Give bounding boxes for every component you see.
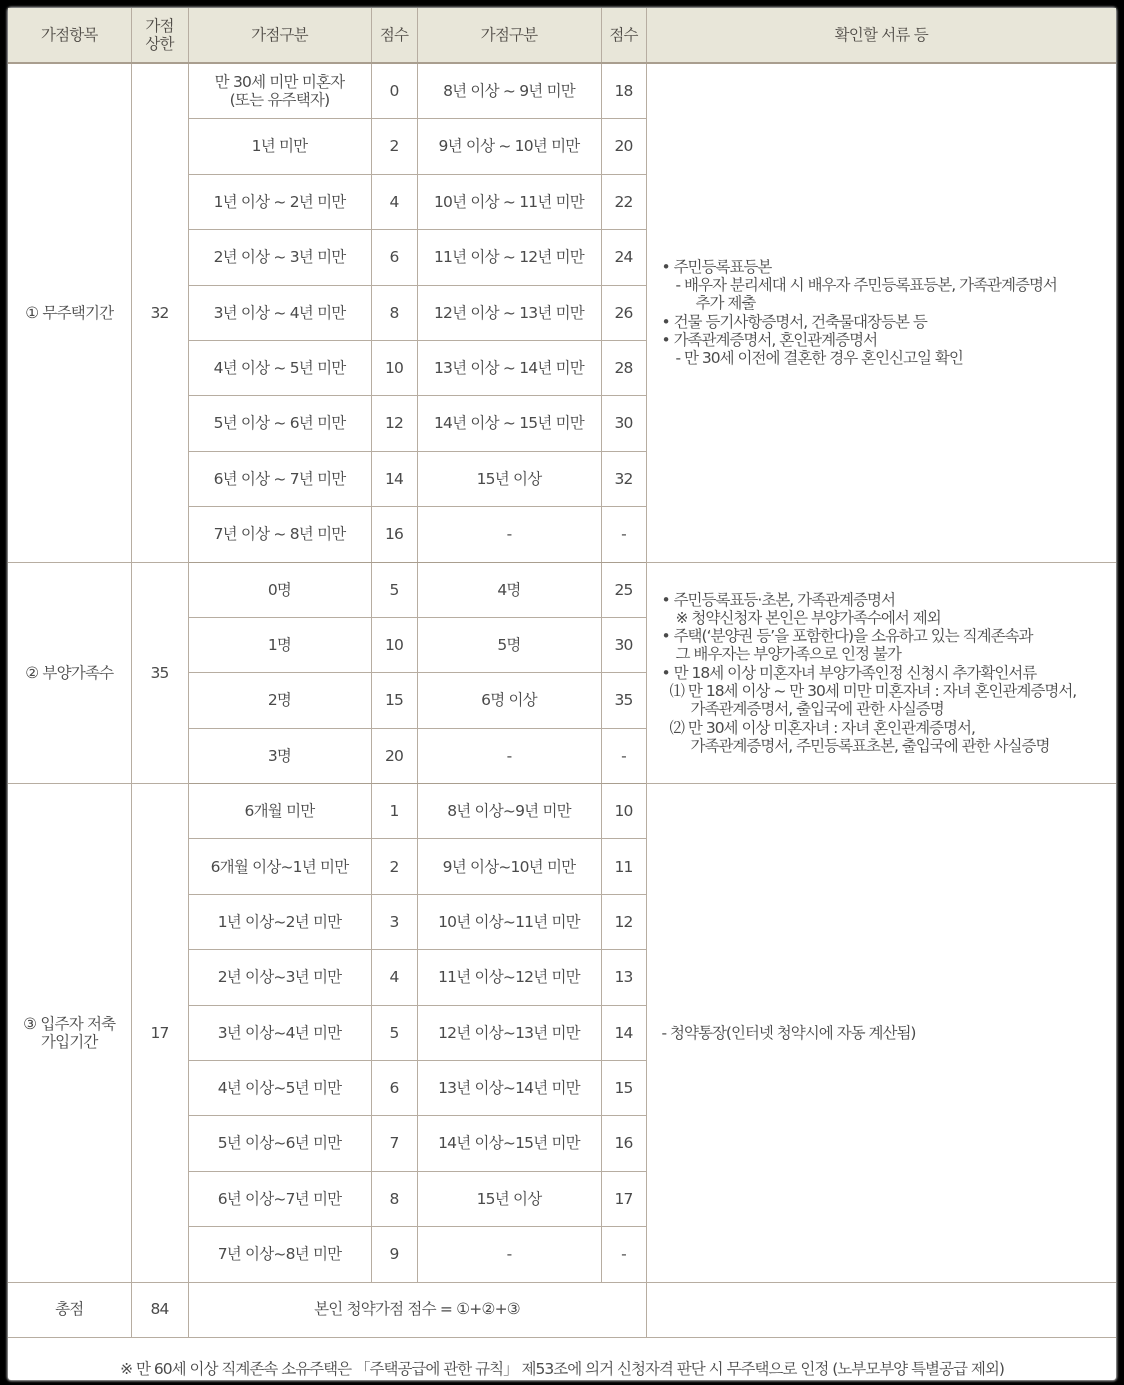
category-cell: 13년 이상~14년 미만	[417, 1061, 601, 1116]
category-cell: 10년 이상~11년 미만	[417, 894, 601, 949]
category-cell: 6개월 미만	[188, 784, 371, 839]
category-cell: 5년 이상~6년 미만	[188, 1116, 371, 1171]
category-cell: 2년 이상~3년 미만	[188, 950, 371, 1005]
docs-cell: - 청약통장(인터넷 청약시에 자동 계산됨)	[646, 784, 1116, 1283]
category-cell: 4년 이상 ~ 5년 미만	[188, 340, 371, 395]
category-cell: 10년 이상 ~ 11년 미만	[417, 174, 601, 229]
total-row	[8, 1282, 1116, 1337]
total-docs-empty	[646, 1282, 1116, 1337]
category-cell: 4년 이상~5년 미만	[188, 1061, 371, 1116]
score-cell: 6	[371, 230, 417, 285]
category-cell: 9년 이상 ~ 10년 미만	[417, 119, 601, 174]
category-cell: 12년 이상~13년 미만	[417, 1005, 601, 1060]
footnote: ※ 만 60세 이상 직계존속 소유주택은 「주택공급에 관한 규칙」 제53조에 의거 신청자격 판단 시 무주택으로 인정 (노부모부양 특별공급 제외)	[8, 1337, 1116, 1381]
category-cell: 3년 이상 ~ 4년 미만	[188, 285, 371, 340]
score-cell: 32	[601, 451, 646, 506]
category-cell: 만 30세 미만 미혼자 (또는 유주택자)	[188, 63, 371, 119]
category-cell: 11년 이상~12년 미만	[417, 950, 601, 1005]
category-cell: 8년 이상~9년 미만	[417, 784, 601, 839]
header-score-2: 점수	[601, 8, 646, 63]
category-cell: 13년 이상 ~ 14년 미만	[417, 340, 601, 395]
score-cell: -	[601, 728, 646, 783]
category-cell: 14년 이상 ~ 15년 미만	[417, 396, 601, 451]
score-cell: 2	[371, 839, 417, 894]
header-score-1: 점수	[371, 8, 417, 63]
category-cell: 4명	[417, 562, 601, 617]
category-cell: 2년 이상 ~ 3년 미만	[188, 230, 371, 285]
category-cell: 11년 이상 ~ 12년 미만	[417, 230, 601, 285]
item-label: ① 무주택기간	[8, 63, 131, 562]
category-cell: 12년 이상 ~ 13년 미만	[417, 285, 601, 340]
score-cell: 4	[371, 950, 417, 1005]
score-cell: 15	[371, 673, 417, 728]
category-cell: 6명 이상	[417, 673, 601, 728]
header-category-2: 가점구분	[417, 8, 601, 63]
category-cell: 1년 이상 ~ 2년 미만	[188, 174, 371, 229]
score-cell: 6	[371, 1061, 417, 1116]
score-cell: 30	[601, 617, 646, 672]
score-cell: 28	[601, 340, 646, 395]
section-dependents	[8, 562, 1116, 784]
score-cell: 17	[601, 1171, 646, 1226]
score-cell: 16	[371, 507, 417, 562]
category-cell: 14년 이상~15년 미만	[417, 1116, 601, 1171]
table-row	[8, 63, 1116, 119]
category-cell: 1년 미만	[188, 119, 371, 174]
score-cell: 22	[601, 174, 646, 229]
section-savings-period	[8, 784, 1116, 1283]
item-cap: 17	[131, 784, 188, 1283]
category-cell: -	[417, 728, 601, 783]
score-cell: 12	[601, 894, 646, 949]
total-cap: 84	[131, 1282, 188, 1337]
table-row	[8, 784, 1116, 839]
score-cell: 20	[601, 119, 646, 174]
score-cell: 14	[601, 1005, 646, 1060]
docs-cell: • 주민등록표등본 - 배우자 분리세대 시 배우자 주민등록표등본, 가족관계증명서 추가 제출 • 건물 등기사항증명서, 건축물대장등본 등 • 가족관계증명서, 혼인관계증명서 - 만 30세 이전에 결혼한 경우 혼인신고일 확인	[646, 63, 1116, 562]
score-cell: -	[601, 1227, 646, 1282]
score-cell: 9	[371, 1227, 417, 1282]
score-cell: 10	[371, 617, 417, 672]
table-header-row	[8, 8, 1116, 63]
item-cap: 32	[131, 63, 188, 562]
category-cell: 7년 이상 ~ 8년 미만	[188, 507, 371, 562]
category-cell: 2명	[188, 673, 371, 728]
score-cell: 4	[371, 174, 417, 229]
total-label: 총점	[8, 1282, 131, 1337]
score-cell: 10	[601, 784, 646, 839]
category-cell: 0명	[188, 562, 371, 617]
category-cell: 1년 이상~2년 미만	[188, 894, 371, 949]
category-cell: 5년 이상 ~ 6년 미만	[188, 396, 371, 451]
score-cell: 8	[371, 1171, 417, 1226]
score-cell: 7	[371, 1116, 417, 1171]
score-cell: 25	[601, 562, 646, 617]
score-cell: 30	[601, 396, 646, 451]
score-cell: 10	[371, 340, 417, 395]
subscription-score-table	[8, 8, 1116, 1381]
category-cell: 5명	[417, 617, 601, 672]
table-row	[8, 562, 1116, 617]
header-cap: 가점 상한	[131, 8, 188, 63]
score-cell: 12	[371, 396, 417, 451]
docs-cell: • 주민등록표등·초본, 가족관계증명서 ※ 청약신청자 본인은 부양가족수에서 제외 • 주택(‘분양권 등’을 포함한다)을 소유하고 있는 직계존속과 그 배우자는 부양가족으로 인정 불가 • 만 18세 이상 미혼자녀 부양가족인정 신청시 추가확인서류 ⑴ 만 18세 이상 ~ 만 30세 미만 미혼자녀 : 자녀 혼인관계증명서, 가족관계증명서, 출입국에 관한 사실증명 ⑵ 만 30세 이상 미혼자녀 : 자녀 혼인관계증명서, 가족관계증명서, 주민등록표초본, 출입국에 관한 사실증명	[646, 562, 1116, 784]
score-cell: 14	[371, 451, 417, 506]
score-cell: 5	[371, 1005, 417, 1060]
category-cell: 6년 이상~7년 미만	[188, 1171, 371, 1226]
footnote-row	[8, 1337, 1116, 1381]
score-cell: 18	[601, 63, 646, 119]
score-cell: 11	[601, 839, 646, 894]
item-label: ② 부양가족수	[8, 562, 131, 784]
category-cell: 15년 이상	[417, 451, 601, 506]
category-cell: 3년 이상~4년 미만	[188, 1005, 371, 1060]
category-cell: 1명	[188, 617, 371, 672]
category-cell: -	[417, 507, 601, 562]
score-cell: 20	[371, 728, 417, 783]
category-cell: 9년 이상~10년 미만	[417, 839, 601, 894]
category-cell: 7년 이상~8년 미만	[188, 1227, 371, 1282]
score-cell: 1	[371, 784, 417, 839]
category-cell: 3명	[188, 728, 371, 783]
category-cell: 8년 이상 ~ 9년 미만	[417, 63, 601, 119]
score-cell: 35	[601, 673, 646, 728]
score-cell: 15	[601, 1061, 646, 1116]
score-cell: 16	[601, 1116, 646, 1171]
total-formula: 본인 청약가점 점수 = ①+②+③	[188, 1282, 646, 1337]
score-cell: 2	[371, 119, 417, 174]
header-category-1: 가점구분	[188, 8, 371, 63]
header-item: 가점항목	[8, 8, 131, 63]
score-cell: 24	[601, 230, 646, 285]
score-cell: -	[601, 507, 646, 562]
score-cell: 0	[371, 63, 417, 119]
category-cell: -	[417, 1227, 601, 1282]
score-cell: 8	[371, 285, 417, 340]
category-cell: 6개월 이상~1년 미만	[188, 839, 371, 894]
score-cell: 26	[601, 285, 646, 340]
table-footer	[8, 1282, 1116, 1381]
item-cap: 35	[131, 562, 188, 784]
header-docs: 확인할 서류 등	[646, 8, 1116, 63]
score-cell: 5	[371, 562, 417, 617]
score-cell: 3	[371, 894, 417, 949]
score-cell: 13	[601, 950, 646, 1005]
section-homeless-period	[8, 63, 1116, 562]
category-cell: 6년 이상 ~ 7년 미만	[188, 451, 371, 506]
category-cell: 15년 이상	[417, 1171, 601, 1226]
item-label: ③ 입주자 저축 가입기간	[8, 784, 131, 1283]
